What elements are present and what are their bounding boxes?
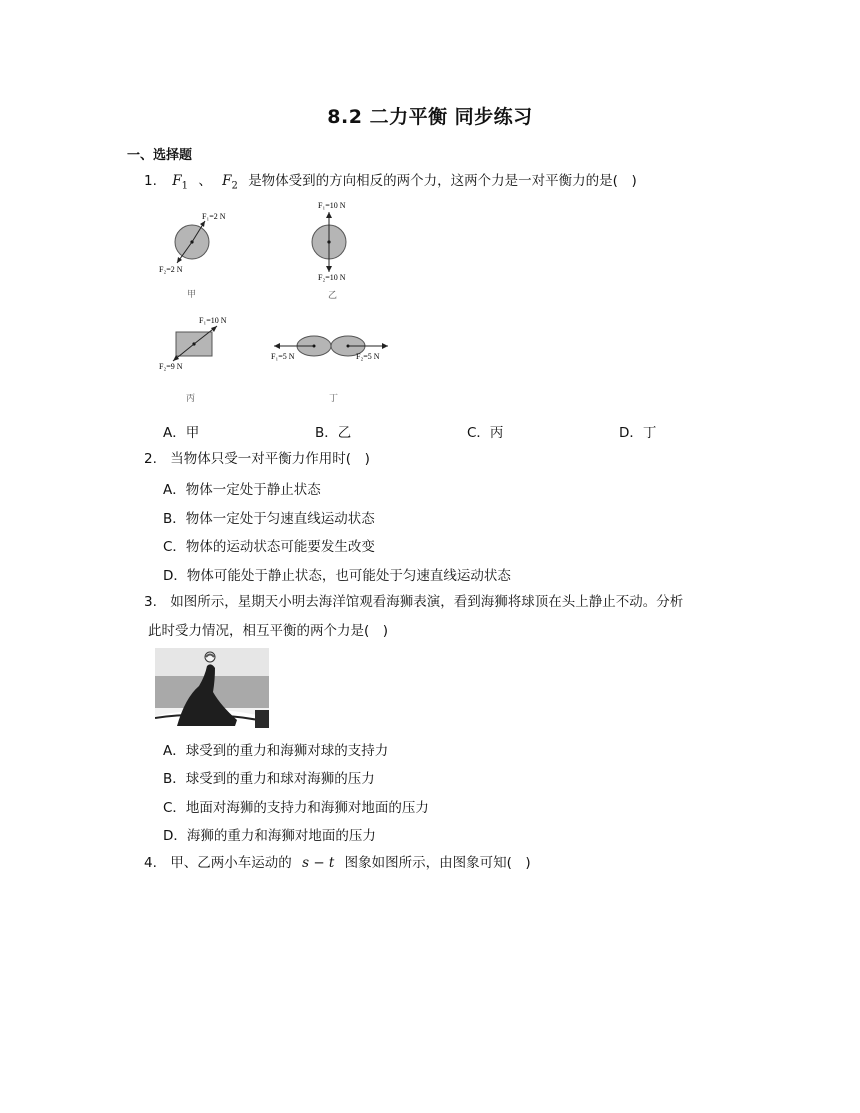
yi-label: 乙 [328, 290, 338, 300]
q2-option-d: D．物体可能处于静止状态，也可能处于匀速直线运动状态 [163, 568, 511, 584]
jia-f-bottom: F₂=2 N [159, 265, 183, 274]
bing-f-top: F₁=10 N [199, 316, 227, 325]
question-text: 当物体只受一对平衡力作用时( ) [170, 451, 370, 467]
q2-option-b: B．物体一定处于匀速直线运动状态 [163, 511, 375, 527]
force-f2: $F_2$ [222, 173, 238, 192]
question-1 [144, 170, 637, 198]
question-4 [144, 852, 531, 874]
force-f1: $F_1$ [172, 173, 189, 192]
ding-f-left: F₁=5 N [271, 352, 295, 361]
question-3-line2: 此时受力情况，相互平衡的两个力是( ) [148, 623, 389, 639]
q3-option-d: D．海狮的重力和海狮对地面的压力 [163, 828, 376, 844]
question-number: 4. [144, 855, 157, 871]
bing-f-bottom: F₂=9 N [159, 362, 183, 371]
question-text-line1: 如图所示，星期天小明去海洋馆观看海狮表演，看到海狮将球顶在头上静止不动。分析 [170, 594, 684, 610]
question-text: 是物体受到的方向相反的两个力，这两个力是一对平衡力的是( ) [248, 173, 637, 189]
figure-ding [268, 325, 393, 410]
question-number: 1. [144, 173, 157, 189]
question-2 [144, 448, 370, 470]
s-t-math: s − t [302, 855, 335, 871]
q3-option-a: A．球受到的重力和海狮对球的支持力 [163, 743, 389, 759]
question-text-pre: 甲、乙两小车运动的 [170, 855, 292, 871]
ding-label: 丁 [329, 393, 339, 403]
question-3 [144, 591, 683, 613]
ding-f-right: F₂=5 N [356, 352, 380, 361]
question-number: 2. [144, 451, 157, 467]
q3-option-b: B．球受到的重力和球对海狮的压力 [163, 771, 375, 787]
q2-option-a: A．物体一定处于静止状态 [163, 482, 321, 498]
jia-f-top: F₁=2 N [202, 212, 226, 221]
figure-jia [155, 200, 245, 305]
q1-option-b: B．乙 [315, 425, 352, 441]
yi-f-top: F₁=10 N [318, 201, 346, 210]
figure-bing [155, 312, 245, 407]
jia-label: 甲 [187, 289, 197, 299]
section-heading: 一、选择题 [127, 148, 193, 163]
q1-option-d: D．丁 [619, 425, 657, 441]
bing-label: 丙 [186, 393, 196, 403]
yi-f-bottom: F₂=10 N [318, 273, 346, 282]
question-number: 3. [144, 594, 157, 610]
question-text-post: 图象如图所示，由图象可知( ) [344, 855, 531, 871]
separator: 、 [198, 173, 212, 189]
figure-yi [300, 195, 380, 305]
sea-lion-photo [155, 648, 269, 728]
q3-option-c: C．地面对海狮的支持力和海狮对地面的压力 [163, 800, 429, 816]
q2-option-c: C．物体的运动状态可能要发生改变 [163, 539, 375, 555]
page-title: 8.2 二力平衡 同步练习 [327, 106, 533, 128]
q1-option-a: A．甲 [163, 425, 200, 441]
q1-option-c: C．丙 [467, 425, 504, 441]
